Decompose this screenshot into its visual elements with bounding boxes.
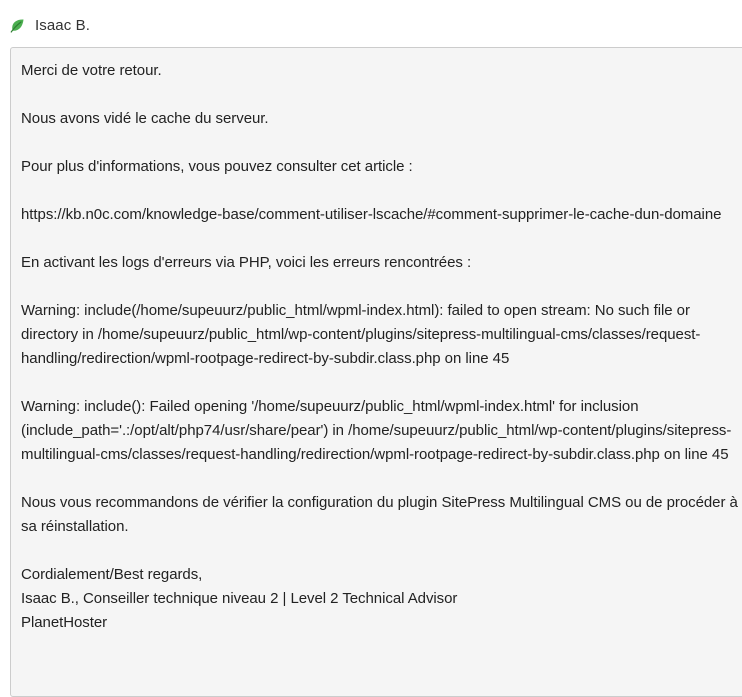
signature-closing: Cordialement/Best regards, xyxy=(21,566,203,583)
signature-company: PlanetHoster xyxy=(21,614,108,631)
signature-name: Isaac B., Conseiller technique niveau 2 | Level 2 Technical Advisor xyxy=(21,590,458,607)
message-paragraph: En activant les logs d'erreurs via PHP, voici les erreurs rencontrées : xyxy=(21,254,472,271)
error-warning-1: Warning: include(/home/supeuurz/public_html/wpml-index.html): failed to open stream: No such file or directory in /home/supeuurz/public_html/wp-content/plugins/sitepress-multilingual-cms/classes/request-handling/redirection/wpml-rootpage-redirect-by-subdir.class.php on line 45 xyxy=(21,302,701,367)
leaf-icon xyxy=(10,18,25,33)
message-body xyxy=(10,47,742,697)
error-warning-2: Warning: include(): Failed opening '/home/supeuurz/public_html/wpml-index.html' for inclusion (include_path='.:/opt/alt/php74/usr/share/pear') in /home/supeuurz/public_html/wp-content/plugins/sitepress-multilingual-cms/classes/request-handling/redirection/wpml-rootpage-redirect-by-subdir.class.php on line 45 xyxy=(21,398,732,463)
message-paragraph: Nous avons vidé le cache du serveur. xyxy=(21,110,269,127)
message-paragraph: Merci de votre retour. xyxy=(21,62,162,79)
message-author xyxy=(10,14,90,36)
message-paragraph: Pour plus d'informations, vous pouvez consulter cet article : xyxy=(21,158,413,175)
author-name: Isaac B. xyxy=(35,16,90,34)
message-paragraph: Nous vous recommandons de vérifier la configuration du plugin SitePress Multilingual CMS ou de procéder à sa réinstallation. xyxy=(21,494,738,535)
article-link: https://kb.n0c.com/knowledge-base/comment-utiliser-lscache/#comment-supprimer-le-cache-dun-domaine xyxy=(21,206,722,223)
